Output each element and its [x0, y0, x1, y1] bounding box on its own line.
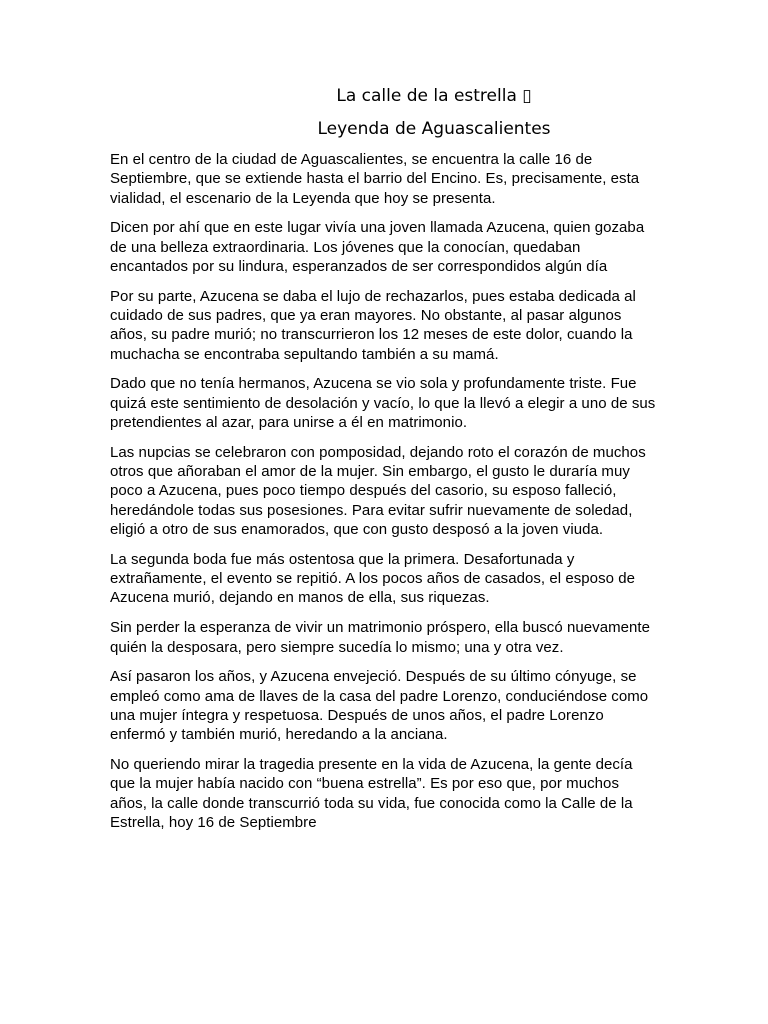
paragraph-5: Las nupcias se celebraron con pomposidad, dejando roto el corazón de muchos otros que añoraban el amor de la mujer. Sin embargo, el gusto le duraría muy poco a Azucena, pues poco tiempo después del casorio, su esposo falleció, heredándole todas sus posesiones. Para evitar sufrir nuevamente de soledad, eligió a otro de sus enamorados, que con gusto desposó a la joven viuda.: [110, 443, 646, 539]
paragraph-6: La segunda boda fue más ostentosa que la primera. Desafortunada y extrañamente, el evento se repitió. A los pocos años de casados, el esposo de Azucena murió, dejando en manos de ella, sus riquezas.: [110, 550, 636, 607]
document-body: [110, 150, 660, 843]
paragraph-7: Sin perder la esperanza de vivir un matrimonio próspero, ella buscó nuevamente quién la desposara, pero siempre sucedía lo mismo; una y otra vez.: [110, 619, 651, 656]
paragraph-8: Así pasaron los años, y Azucena envejeció. Después de su último cónyuge, se empleó como ama de llaves de la casa del padre Lorenzo, conduciéndose como una mujer íntegra y respetuosa. Después de unos años, el padre Lorenzo enfermó y también murió, heredando a la anciana.: [110, 668, 649, 744]
paragraph-2: Dicen por ahí que en este lugar vivía una joven llamada Azucena, quien gozaba de una belleza extraordinaria. Los jóvenes que la conocían, quedaban encantados por su lindura, esperanzados de ser correspondidos algún día: [110, 219, 645, 275]
paragraph-1: En el centro de la ciudad de Aguascalientes, se encuentra la calle 16 de Septiembre, que se extiende hasta el barrio del Encino. Es, precisamente, esta vialidad, el escenario de la Leyenda que hoy se presenta.: [110, 151, 640, 207]
paragraph-4: Dado que no tenía hermanos, Azucena se vio sola y profundamente triste. Fue quizá este sentimiento de desolación y vacío, lo que la llevó a elegir a uno de sus pretendientes al azar, para unirse a él en matrimonio.: [110, 375, 656, 432]
document-subtitle: Leyenda de Aguascalientes: [317, 119, 551, 139]
document-title: La calle de la estrella ▯: [336, 86, 532, 106]
paragraph-9: No queriendo mirar la tragedia presente en la vida de Azucena, la gente decía que la mujer había nacido con “buena estrella”. Es por eso que, por muchos años, la calle donde transcurrió toda su vida, fue conocida como la Calle de la Estrella, hoy 16 de Septiembre: [110, 756, 633, 831]
paragraph-3: Por su parte, Azucena se daba el lujo de rechazarlos, pues estaba dedicada al cuidado de sus padres, que ya eran mayores. No obstante, al pasar algunos años, su padre murió; no transcurrieron los 12 meses de este dolor, cuando la muchacha se encontraba sepultando también a su mamá.: [110, 287, 636, 363]
